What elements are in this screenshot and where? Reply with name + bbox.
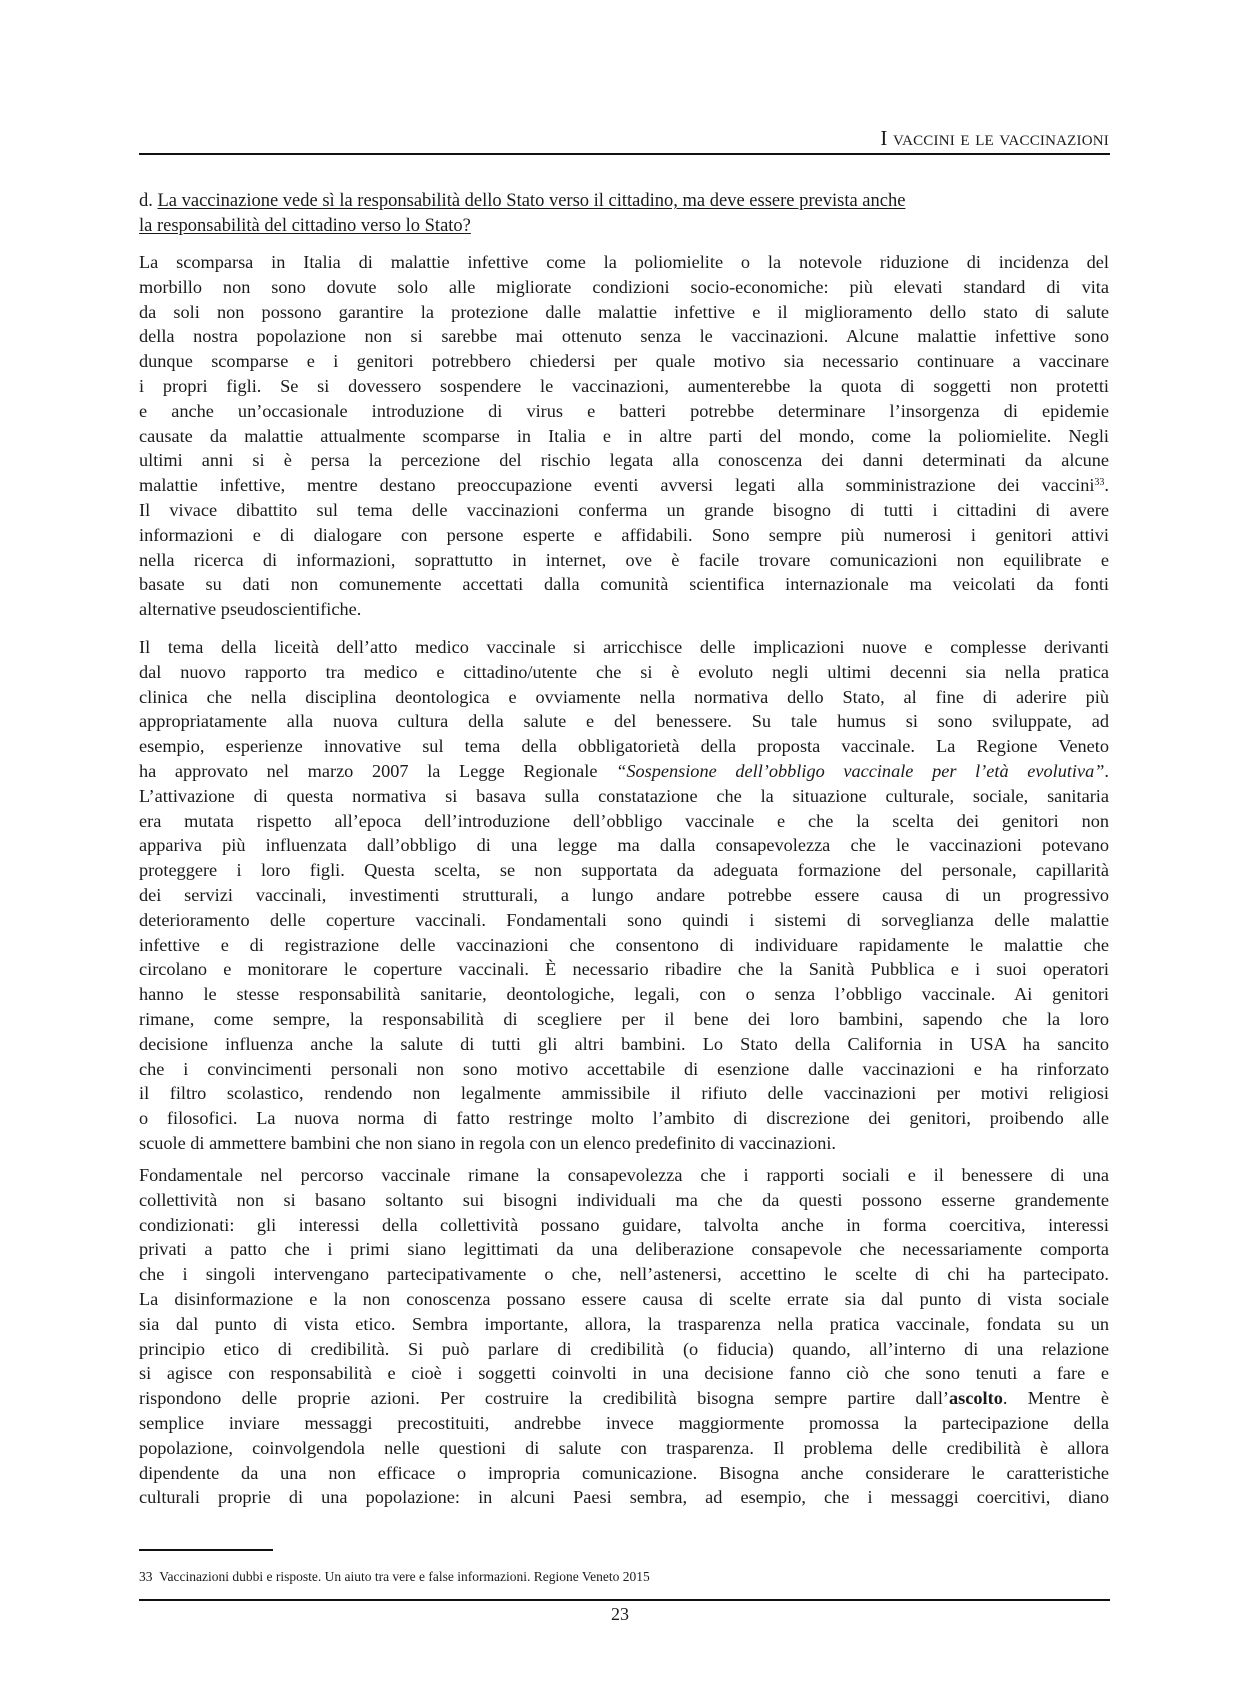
text-line: dunque scomparse e i genitori potrebbero chiedersi per quale motivo sia necessario continuare a vaccinare — [139, 351, 1109, 372]
text-line: popolazione, coinvolgendola nelle questioni di salute con trasparenza. Il problema delle credibilità è allora — [139, 1437, 1109, 1458]
text-line: Il tema della liceità dell’atto medico vaccinale si arricchisce delle implicazioni nuove e complesse derivanti — [139, 637, 1109, 657]
text-segment: . — [1104, 475, 1109, 496]
italic-title: “Sospensione dell’obbligo vaccinale per l’età evolutiva” — [616, 760, 1105, 781]
page-number: 23 — [611, 1604, 629, 1624]
text-line: appropriatamente alla nuova cultura della salute e del benessere. Su tale humus si sono sviluppate, ad — [139, 711, 1109, 732]
header-rule — [139, 153, 1110, 155]
text-line: della nostra popolazione non si sarebbe mai ottenuto senza le vaccinazioni. Alcune malattie infettive sono — [139, 326, 1109, 347]
text-line: i propri figli. Se si dovessero sospendere le vaccinazioni, aumenterebbe la quota di soggetti non protetti — [139, 375, 1109, 396]
text-line: e anche un’occasionale introduzione di virus e batteri potrebbe determinare l’insorgenza di epidemie — [139, 400, 1109, 421]
text-line: decisione influenza anche la salute di tutti gli altri bambini. Lo Stato della California in USA ha sancito — [139, 1033, 1109, 1054]
text-line: dei servizi vaccinali, investimenti strutturali, a lungo andare potrebbe essere causa di un progressivo — [139, 884, 1109, 905]
text-line — [139, 473, 1109, 498]
text-line: clinica che nella disciplina deontologica e ovviamente nella normativa dello Stato, al fine di aderire più — [139, 686, 1109, 707]
text-line: culturali proprie di una popolazione: in alcuni Paesi sembra, ad esempio, che i messaggi coercitivi, diano — [139, 1487, 1109, 1508]
text-line: basate su dati non comunemente accettati dalla comunità scientifica internazionale ma veicolati da fonti — [139, 574, 1109, 595]
footnote-ref: 33 — [1094, 477, 1105, 489]
text-line: hanno le stesse responsabilità sanitarie, deontologiche, legali, con o senza l’obbligo vaccinale. Ai genitori — [139, 984, 1109, 1005]
text-line: ultimi anni si è persa la percezione del rischio legata alla conoscenza dei danni determinati da alcune — [139, 450, 1109, 471]
footnote-rule — [139, 1549, 273, 1551]
text-line: appariva più influenzata dall’obbligo di una legge ma dalla consapevolezza che le vaccinazioni potevano — [139, 835, 1109, 856]
text-line: La disinformazione e la non conoscenza possano essere causa di scelte errate sia dal punto di vista sociale — [139, 1288, 1109, 1309]
heading-marker: d. — [139, 191, 158, 211]
running-head: I vaccini e le vaccinazioni — [880, 126, 1109, 150]
text-line: sia dal punto di vista etico. Sembra importante, allora, la trasparenza nella pratica vaccinale, fondata su un — [139, 1313, 1109, 1334]
body-paragraph — [139, 635, 1109, 1156]
text-line: da soli non possono garantire la protezione dalle malattie infettive e il miglioramento dello stato di salute — [139, 301, 1109, 322]
text-segment: . — [1104, 760, 1109, 781]
bold-term: ascolto — [949, 1388, 1003, 1409]
footer-rule — [139, 1599, 1110, 1601]
section-heading — [139, 189, 1114, 238]
text-line: condizionati: gli interessi della collettività possano guidare, talvolta anche in forma coercitiva, interessi — [139, 1214, 1109, 1235]
heading-line: La vaccinazione vede sì la responsabilità dello Stato verso il cittadino, ma deve essere prevista anche — [157, 191, 906, 211]
text-line: nella ricerca di informazioni, soprattutto in internet, ove è facile trovare comunicazioni non equilibrate e — [139, 549, 1109, 570]
footnote — [139, 1569, 650, 1585]
text-line: causate da malattie attualmente scomparse in Italia e in altre parti del mondo, come la poliomielite. Negli — [139, 425, 1109, 446]
text-line: che i convincimenti personali non sono motivo accettabile di esenzione dalle vaccinazioni e ha rinforzato — [139, 1058, 1109, 1079]
text-line: infettive e di registrazione delle vaccinazioni che consentono di individuare rapidamente le malattie che — [139, 934, 1109, 955]
text-line: circolano e monitorare le coperture vaccinali. È necessario ribadire che la Sanità Pubblica e i suoi operatori — [139, 959, 1109, 980]
text-segment: malattie infettive, mentre destano preoccupazione eventi avversi legati alla somministrazione dei vaccini — [139, 475, 1095, 496]
text-line: scuole di ammettere bambini che non siano in regola con un elenco predefinito di vaccinazioni. — [139, 1132, 836, 1153]
text-line: privati a patto che i primi siano legittimati da una deliberazione consapevole che necessariamente comporta — [139, 1239, 1109, 1260]
text-line: proteggere i loro figli. Questa scelta, se non supportata da adeguata formazione del personale, capillarità — [139, 860, 1109, 881]
text-line — [139, 759, 1109, 784]
text-line: deterioramento delle coperture vaccinali. Fondamentali sono quindi i sistemi di sorveglianza delle malattie — [139, 909, 1109, 930]
body-paragraph — [139, 250, 1109, 622]
text-line: La scomparsa in Italia di malattie infettive come la poliomielite o la notevole riduzione di incidenza del — [139, 252, 1109, 272]
text-segment: . Mentre è — [1002, 1388, 1109, 1409]
text-line: Fondamentale nel percorso vaccinale rimane la consapevolezza che i rapporti sociali e il benessere di una — [139, 1165, 1109, 1185]
text-line: esempio, esperienze innovative sul tema della obbligatorietà della proposta vaccinale. La Regione Veneto — [139, 736, 1109, 757]
text-line — [139, 1386, 1109, 1411]
footnote-text: Vaccinazioni dubbi e risposte. Un aiuto tra vere e false informazioni. Regione Veneto 2015 — [159, 1569, 650, 1584]
text-line: collettività non si basano soltanto sui bisogni individuali ma che da questi possono esserne grandemente — [139, 1189, 1109, 1210]
text-line: informazioni e di dialogare con persone esperte e affidabili. Sono sempre più numerosi i genitori attivi — [139, 524, 1109, 545]
heading-line: la responsabilità del cittadino verso lo Stato? — [139, 215, 471, 236]
text-line: morbillo non sono dovute solo alle migliorate condizioni socio-economiche: più elevati standard di vita — [139, 276, 1109, 297]
text-line: dal nuovo rapporto tra medico e cittadino/utente che si è evoluto negli ultimi decenni sia nella pratica — [139, 661, 1109, 682]
text-line: principio etico di credibilità. Si può parlare di credibilità (o fiducia) quando, all’interno di una relazione — [139, 1338, 1109, 1359]
text-line: L’attivazione di questa normativa si basava sulla constatazione che la situazione culturale, sociale, sanitaria — [139, 785, 1109, 806]
footnote-number: 33 — [139, 1569, 153, 1584]
text-segment: ha approvato nel marzo 2007 la Legge Regionale — [139, 760, 617, 781]
text-line: che i singoli intervengano partecipativamente o che, nell’astenersi, accettino le scelte di chi ha partecipato. — [139, 1264, 1109, 1285]
text-line: il filtro scolastico, rendendo non legalmente ammissibile il rifiuto delle vaccinazioni per motivi religiosi — [139, 1083, 1109, 1104]
text-line: dipendente da una non efficace o impropria comunicazione. Bisogna anche considerare le caratteristiche — [139, 1462, 1109, 1483]
text-line: o filosofici. La nuova norma di fatto restringe molto l’ambito di discrezione dei genitori, proibendo alle — [139, 1108, 1109, 1129]
body-paragraph — [139, 1163, 1109, 1510]
text-segment: rispondono delle proprie azioni. Per costruire la credibilità bisogna sempre partire dall’ — [139, 1388, 950, 1409]
text-line: Il vivace dibattito sul tema delle vaccinazioni conferma un grande bisogno di tutti i cittadini di avere — [139, 499, 1109, 520]
text-line: era mutata rispetto all’epoca dell’introduzione dell’obbligo vaccinale e che la scelta dei genitori non — [139, 810, 1109, 831]
text-line: si agisce con responsabilità e cioè i soggetti coinvolti in una decisione fanno ciò che sono tenuti a fare e — [139, 1363, 1109, 1384]
text-line: semplice inviare messaggi precostituiti, andrebbe invece maggiormente promossa la partecipazione della — [139, 1412, 1109, 1433]
text-line: alternative pseudoscientifiche. — [139, 599, 362, 620]
text-line: rimane, come sempre, la responsabilità di scegliere per il bene dei loro bambini, sapendo che la loro — [139, 1008, 1109, 1029]
